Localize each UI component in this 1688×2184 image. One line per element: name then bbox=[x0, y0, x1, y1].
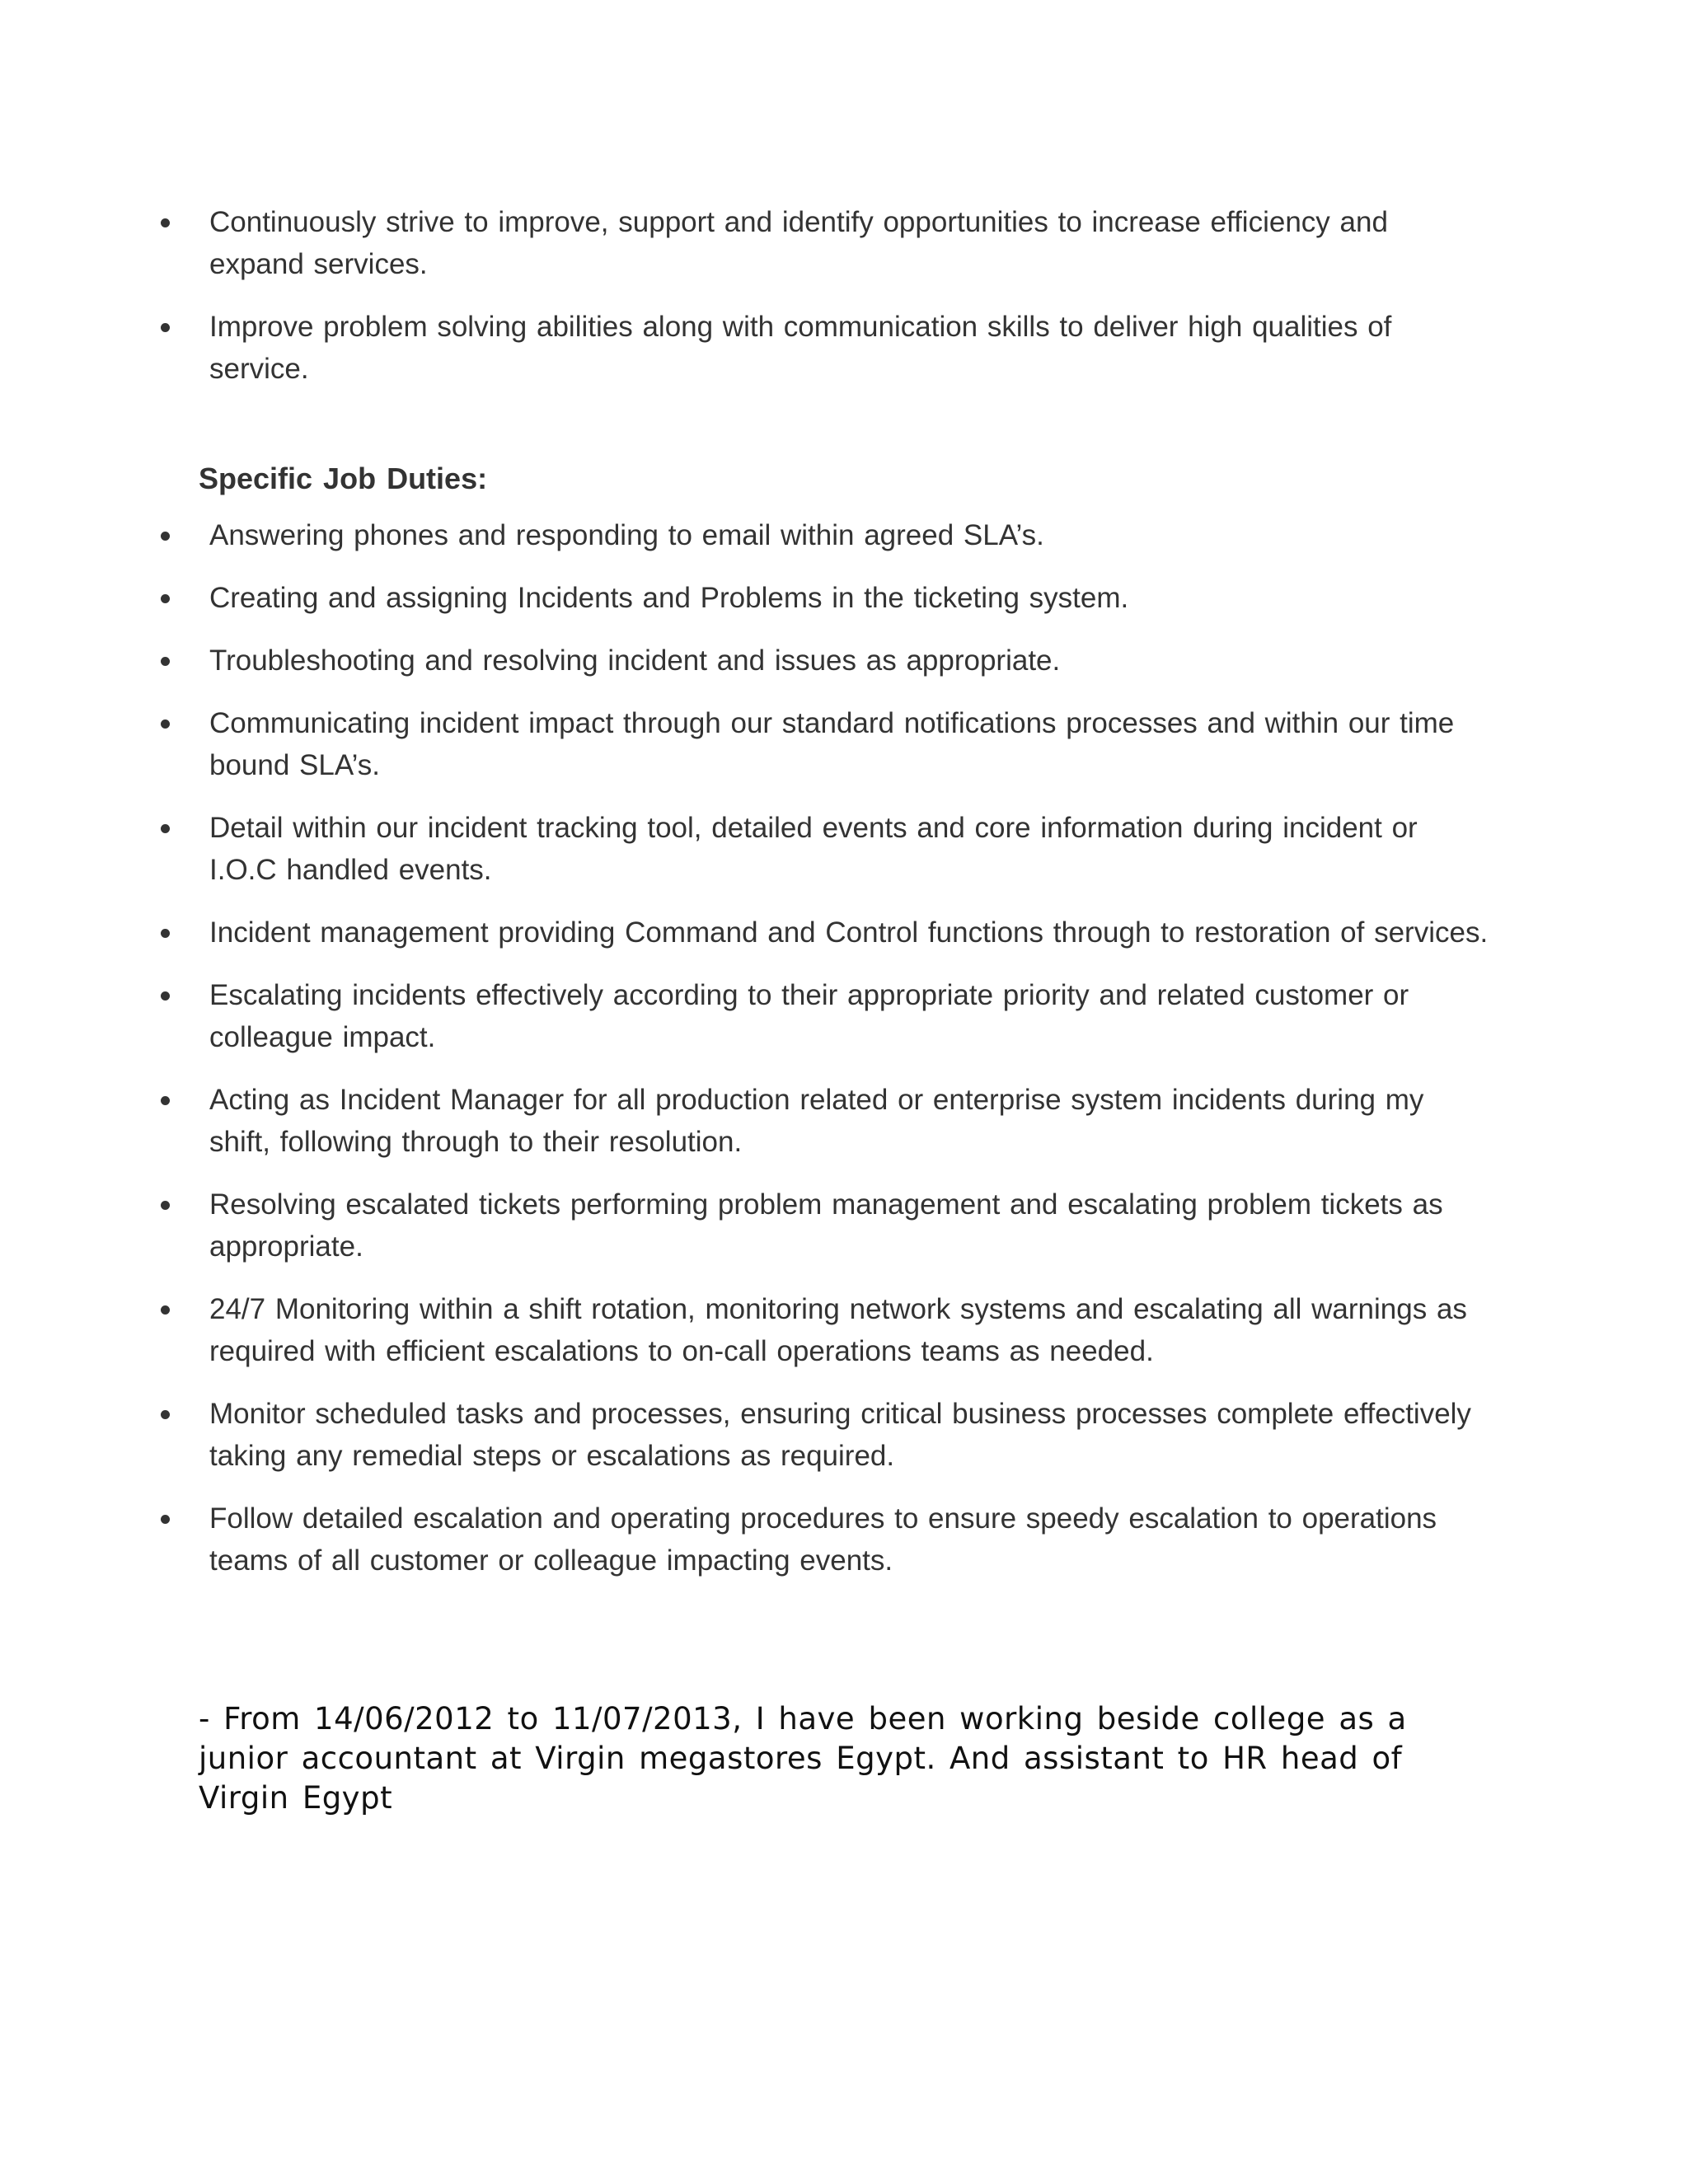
bullet-icon bbox=[161, 719, 170, 729]
list-item bbox=[157, 514, 1492, 556]
list-item bbox=[157, 912, 1492, 954]
list-item bbox=[157, 577, 1492, 619]
bullet-icon bbox=[161, 991, 170, 1001]
list-item bbox=[157, 1393, 1492, 1477]
list-item bbox=[157, 306, 1492, 390]
bullet-text: Creating and assigning Incidents and Problems in the ticketing system. bbox=[209, 582, 1129, 614]
bullet-text: Communicating incident impact through our standard notifications processes and within our time bound SLA’s. bbox=[209, 707, 1455, 781]
bullet-text: Monitor scheduled tasks and processes, ensuring critical business processes complete effectively taking any remedial steps or escalations as required. bbox=[209, 1398, 1471, 1472]
list-item bbox=[157, 1079, 1492, 1163]
list-item bbox=[157, 1497, 1492, 1582]
employment-note: - From 14/06/2012 to 11/07/2013, I have been working beside college as a junior accountant at Virgin megastores Egypt. And assistant to HR head of Virgin Egypt bbox=[199, 1701, 1407, 1816]
bullet-icon bbox=[161, 1201, 170, 1210]
list-item bbox=[157, 201, 1492, 285]
bullet-icon bbox=[161, 929, 170, 938]
bullet-icon bbox=[161, 594, 170, 603]
bullet-icon bbox=[161, 657, 170, 666]
bullet-icon bbox=[161, 532, 170, 541]
list-item bbox=[157, 640, 1492, 682]
bullet-text: Detail within our incident tracking tool, detailed events and core information during incident or I.O.C handled events. bbox=[209, 812, 1418, 886]
bullet-text: Resolving escalated tickets performing problem management and escalating problem tickets as appropriate. bbox=[209, 1188, 1443, 1263]
bullet-icon bbox=[161, 323, 170, 332]
bullet-text: Acting as Incident Manager for all production related or enterprise system incidents during my shift, following through to their resolution. bbox=[209, 1084, 1424, 1158]
duties-bullet-list bbox=[157, 514, 1492, 1602]
bullet-icon bbox=[161, 824, 170, 833]
bullet-icon bbox=[161, 1305, 170, 1315]
list-item bbox=[157, 1288, 1492, 1372]
intro-bullet-list bbox=[157, 201, 1492, 410]
bullet-text: Follow detailed escalation and operating procedures to ensure speedy escalation to operations teams of all customer or colleague impacting events. bbox=[209, 1502, 1437, 1577]
list-item bbox=[157, 974, 1492, 1058]
list-item bbox=[157, 702, 1492, 786]
bullet-text: 24/7 Monitoring within a shift rotation, monitoring network systems and escalating all warnings as required with efficient escalations to on-call operations teams as needed. bbox=[209, 1293, 1467, 1367]
bullet-icon bbox=[161, 1515, 170, 1524]
bullet-text: Incident management providing Command and Control functions through to restoration of services. bbox=[209, 916, 1489, 949]
bullet-text: Improve problem solving abilities along with communication skills to deliver high qualities of service. bbox=[209, 311, 1392, 385]
bullet-text: Escalating incidents effectively according to their appropriate priority and related customer or colleague impact. bbox=[209, 979, 1409, 1053]
bullet-text: Continuously strive to improve, support and identify opportunities to increase efficiency and expand services. bbox=[209, 206, 1388, 280]
bullet-icon bbox=[161, 218, 170, 227]
section-heading: Specific Job Duties: bbox=[199, 462, 488, 495]
bullet-icon bbox=[161, 1096, 170, 1105]
bullet-text: Answering phones and responding to email within agreed SLA’s. bbox=[209, 519, 1044, 551]
list-item bbox=[157, 1183, 1492, 1268]
bullet-text: Troubleshooting and resolving incident and issues as appropriate. bbox=[209, 644, 1061, 677]
bullet-icon bbox=[161, 1410, 170, 1419]
list-item bbox=[157, 807, 1492, 891]
